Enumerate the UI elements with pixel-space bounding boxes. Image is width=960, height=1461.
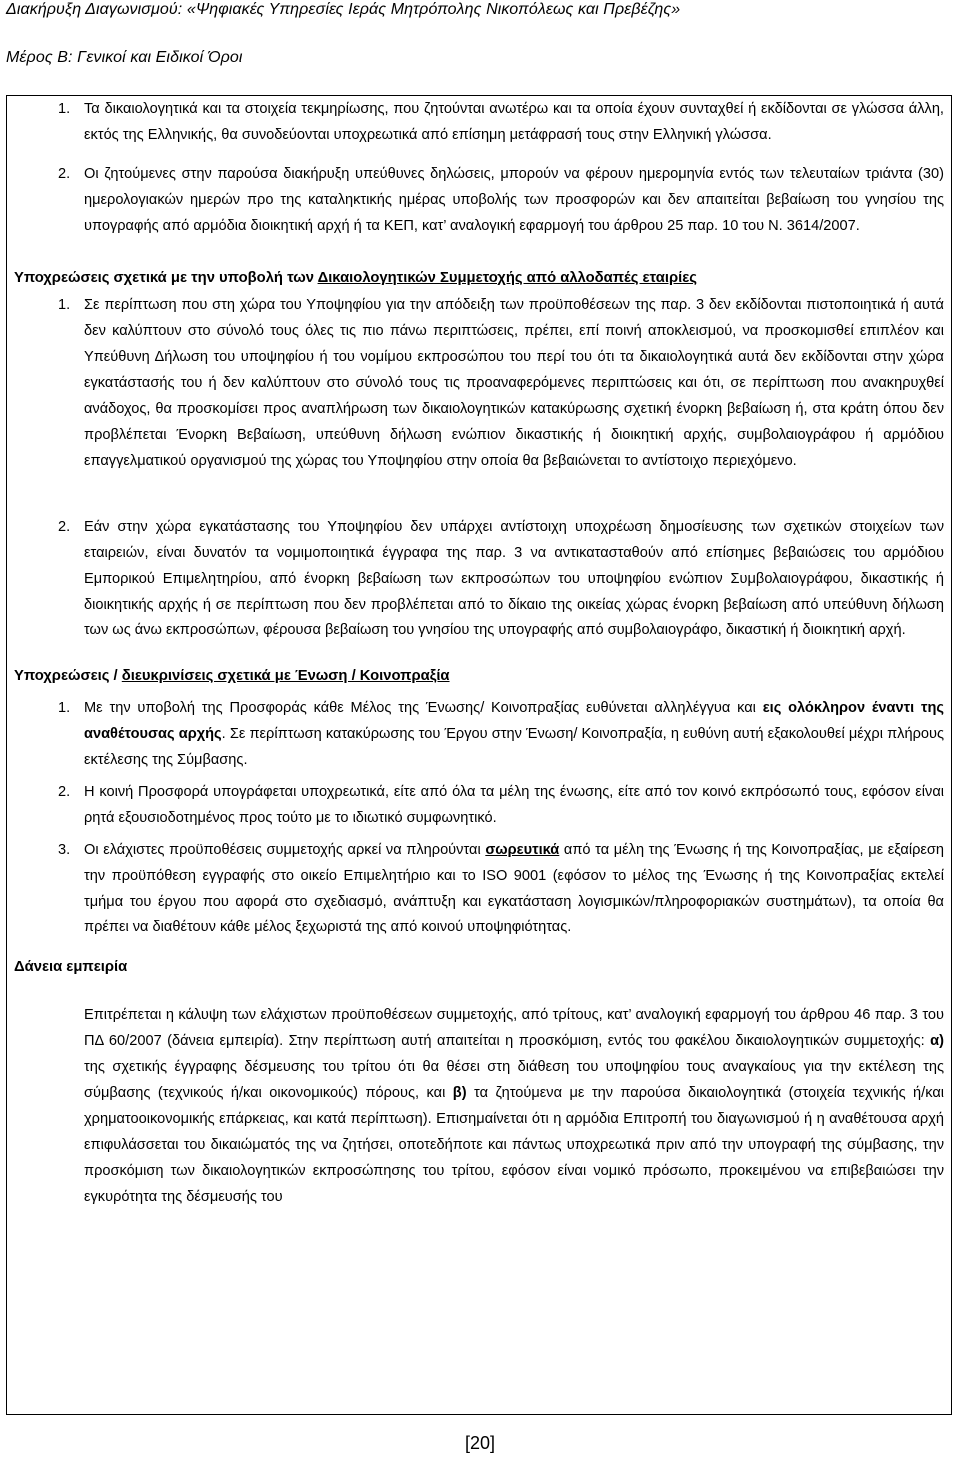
item-text: Η κοινή Προσφορά υπογράφεται υποχρεωτικά, είτε από όλα τα μέλη της ένωσης, είτε από τον κοινό εκπρόσωπό τους, εφόσον είναι ρητά εξουσιοδοτημένος προς τούτο με το ιδιωτικό συμφωνητικό.: [84, 783, 944, 826]
list-item: [14, 780, 944, 832]
list-item: [14, 515, 944, 645]
list-item: [14, 97, 944, 149]
paragraph: [14, 1003, 944, 1210]
heading-text: Υποχρεώσεις /: [14, 668, 122, 685]
list-item: [14, 838, 944, 942]
page-number: [20]: [464, 1433, 496, 1453]
item-number: 2.: [58, 518, 71, 535]
document-subtitle: Μέρος Β: Γενικοί και Ειδικοί Όροι: [6, 49, 243, 66]
bold-text: β): [452, 1085, 467, 1101]
item-text: Τα δικαιολογητικά και τα στοιχεία τεκμηρίωσης, που ζητούνται ανωτέρω και τα οποία έχουν συνταχθεί ή εκδίδονται σε γλώσσα άλλη, εκτός της Ελληνικής, θα συνοδεύονται υποχρεωτικά από επίσημη μετάφρασή τους στην Ελληνική γλώσσα.: [84, 101, 944, 143]
item-number: 1.: [58, 297, 71, 314]
item-text: Εάν στην χώρα εγκατάστασης του Υποψηφίου δεν υπάρχει αντίστοιχη υποχρέωση δημοσίευσης των σχετικών στοιχείων των εταιρειών, είναι δυνατόν τα νομιμοποιητικά έγγραφα της παρ. 3 να αντικατασταθούν από επίσημες βεβαιώσεις του αρμόδιου Εμπορικού Επιμελητηρίου, από ένορκη βεβαίωση των εκπροσώπων του υποψηφίου ενώπιον Συμβολαιογράφου, δικαστικής ή διοικητικής αρχής ή σε περίπτωση που δεν προβλέπεται από το δίκαιο της οικείας χώρας ένορκη βεβαίωση από υπεύθυνη δήλωση των ως άνω εκπροσώπων, φέρουσα βεβαίωση του γνησίου της υπογραφής από συμβολαιογράφο, δικαστική ή διοικητική αρχή.: [84, 518, 944, 639]
section-heading-union: [14, 664, 944, 690]
item-text: Οι ελάχιστες προϋποθέσεις συμμετοχής αρκεί να πληρούνται σωρευτικά από τα μέλη της Ένωσης ή της Κοινοπραξίας, με εξαίρεση την προϋπόθεση εγγραφής στο οικείο Επιμελητήριο και το ISO 9001 (εφόσον το μέλος της Ένωσης ή της Κοινοπραξίας εκτελεί τμήμα του έργου που αφορά στο σχεδιασμό, ανάπτυξη και εγκατάσταση λογισμικών/πληροφοριακών συστημάτων), τα οποία θα πρέπει να διαθέτουν κάθε μέλος ξεχωριστά της από κοινού υποψηφιότητας.: [84, 841, 945, 936]
item-text: Σε περίπτωση που στη χώρα του Υποψηφίου για την απόδειξη των προϋποθέσεων της παρ. 3 δεν εκδίδονται πιστοποιητικά ή αυτά δεν καλύπτουν στο σύνολό τους όλες τις πιο πάνω περιπτώσεις, πρέπει, επί ποινή αποκλεισμού, να προσκομισθεί επιπλέον και Υπεύθυνη Δήλωση του υποψηφίου ή του νομίμου εκπροσώπου του περί του ότι τα δικαιολογητικά αυτά δεν εκδίδονται στην χώρα εγκατάστασής του ή δεν καλύπτουν στο σύνολό τους τις προαναφερόμενες περιπτώσεις και ότι, σε περίπτωση που ανακηρυχθεί ανάδοχος, θα προσκομίσει προς αναπλήρωση των δικαιολογητικών κατακύρωσης σχετική ένορκη βεβαίωση ή, στα κράτη όπου δεν προβλέπεται Ένορκη Βεβαίωση, υπεύθυνη δήλωση ενώπιον δικαστικής ή διοικητική αρχής, συμβολαιογράφου ή αρμόδιου επαγγελματικού οργανισμού της χώρας του Υποψηφίου στην οποία θα βεβαιώνεται το αντίστοιχο περιεχόμενο.: [84, 297, 944, 469]
item-number: 2.: [58, 165, 71, 182]
heading-underlined-text: Δικαιολογητικών Συμμετοχής από αλλοδαπές εταιρίες: [317, 269, 697, 286]
item-text: Οι ζητούμενες στην παρούσα διακήρυξη υπεύθυνες δηλώσεις, μπορούν να φέρουν ημερομηνία εντός των τελευταίων τριάντα (30) ημερολογιακών ημερών προ της καταληκτικής ημέρας υποβολής των προσφορών και δεν απαιτείται βεβαίωση του γνησίου της υπογραφής από αρμόδια διοικητική αρχή ή τα ΚΕΠ, κατ’ αναλογική εφαρμογή του άρθρου 25 παρ. 10 του Ν. 3614/2007.: [84, 165, 944, 234]
section-heading-foreign: [14, 266, 944, 292]
heading-text: Υποχρεώσεις σχετικά με την υποβολή των: [14, 269, 318, 286]
heading-underlined-text: διευκρινίσεις σχετικά με Ένωση / Κοινοπραξία: [121, 668, 450, 685]
list-item: [14, 162, 944, 240]
item-number: 3.: [58, 841, 71, 858]
paragraph-text: Επιτρέπεται η κάλυψη των ελάχιστων προϋποθέσεων συμμετοχής, από τρίτους, κατ’ αναλογική εφαρμογή του άρθρου 46 παρ. 3 του ΠΔ 60/2007 (δάνεια εμπειρία). Στην περίπτωση αυτή απαιτείται η προσκόμιση, εντός του φακέλου δικαιολογητικών συμμετοχής: α) της σχετικής έγγραφης δέσμευσης του τρίτου ότι θα θέσει στη διάθεση του υποψηφίου τους αναγκαίους για την εκτέλεση της σύμβασης (τεχνικούς ή/και οικονομικούς) πόρους, και β) τα ζητούμενα με την παρούσα δικαιολογητικά (στοιχεία τεχνικής ή/και χρηματοοικονομικής επάρκειας, και κατά περίπτωση). Επισημαίνεται ότι η αρμόδια Επιτροπή του διαγωνισμού ή η αναθέτουσα αρχή επιφυλάσσεται του δικαιώματός της να ζητήσει, οποτεδήποτε και πάντως υποχρεωτικά πριν από την υπογραφή της σύμβασης, την προσκόμιση των δικαιολογητικών εκπροσώπησης του τρίτου, εφόσον είναι νομικό πρόσωπο, προκειμένου να επιβεβαιώσει την εγκυρότητα της δέσμευσής του: [84, 1007, 945, 1205]
bold-text: α): [930, 1033, 944, 1050]
list-item: [14, 293, 944, 474]
bold-underlined-text: σωρευτικά: [485, 841, 560, 858]
item-number: 1.: [58, 700, 71, 717]
list-item: [14, 696, 944, 774]
bold-text: εις ολόκληρον έναντι της αναθέτουσας αρχής: [84, 700, 944, 743]
document-body: [14, 97, 944, 1211]
item-number: 2.: [58, 783, 71, 800]
document-title: Διακήρυξη Διαγωνισμού: «Ψηφιακές Υπηρεσίες Ιεράς Μητρόπολης Νικοπόλεως και Πρεβέζης»: [6, 1, 681, 18]
item-number: 1.: [58, 101, 71, 117]
section-heading-borrowed-experience: Δάνεια εμπειρία: [14, 959, 128, 976]
item-text: Με την υποβολή της Προσφοράς κάθε Μέλος της Ένωσης/ Κοινοπραξίας ευθύνεται αλληλέγγυα και εις ολόκληρον έναντι της αναθέτουσας αρχής. Σε περίπτωση κατακύρωσης του Έργου στην Ένωση/ Κοινοπραξία, η ευθύνη αυτή εξακολουθεί μέχρι πλήρους εκτέλεσης της Σύμβασης.: [84, 700, 944, 769]
